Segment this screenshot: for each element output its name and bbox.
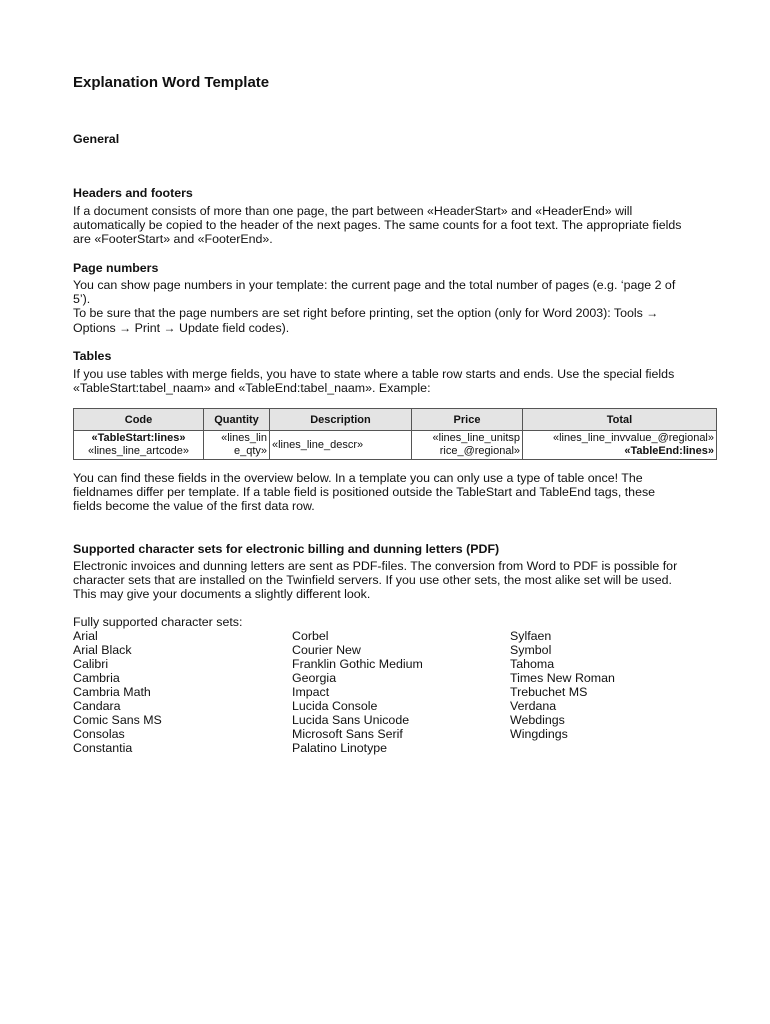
column-header-price: Price (412, 409, 523, 431)
cell-quantity (204, 431, 270, 460)
charset-column-3 (510, 629, 615, 741)
paragraph-line: character sets that are installed on the Twinfield servers. If you use other sets, the most alike set will be used. (73, 573, 672, 588)
list-item: Times New Roman (510, 671, 615, 685)
arrow-right-icon: → (646, 306, 659, 321)
document-title: Explanation Word Template (73, 74, 270, 91)
paragraph-line: You can show page numbers in your template: the current page and the total number of pages (e.g. ‘page 2 of (73, 278, 676, 292)
cell-line: e_qty» (233, 445, 267, 457)
column-header-total: Total (523, 409, 717, 431)
paragraph-line: fieldnames differ per template. If a table field is positioned outside the TableStart and TableEnd tags, these (73, 485, 656, 500)
tables-after-paragraph (73, 471, 713, 514)
list-item: Verdana (510, 699, 557, 713)
cell-line: «lines_line_invvalue_@regional» (553, 432, 714, 444)
list-item: Corbel (292, 629, 329, 643)
paragraph-line (73, 321, 713, 335)
table-header-row (74, 409, 717, 431)
paragraph-text: Print (134, 320, 161, 335)
list-item: Webdings (510, 713, 565, 727)
page-numbers-paragraph (73, 278, 713, 335)
paragraph-line: automatically be copied to the header of the next pages. The same counts for a foot text. The appropriate fields (73, 218, 682, 233)
list-item: Cambria (73, 671, 120, 685)
list-item: Microsoft Sans Serif (292, 727, 403, 741)
headers-footers-heading: Headers and footers (73, 186, 193, 200)
cell-line: «TableEnd:lines» (624, 445, 714, 457)
cell-description: «lines_line_descr» (270, 431, 412, 460)
list-item: Wingdings (510, 727, 568, 741)
paragraph-line: fields become the value of the first data row. (73, 499, 315, 514)
arrow-right-icon: → (119, 320, 132, 335)
cell-price (412, 431, 523, 460)
paragraph-line (73, 306, 713, 320)
list-item: Impact (292, 685, 330, 699)
charsets-list-intro: Fully supported character sets: (73, 615, 243, 629)
list-item: Tahoma (510, 657, 555, 671)
table-row (74, 431, 717, 460)
list-item: Trebuchet MS (510, 685, 588, 699)
paragraph-line: «TableStart:tabel_naam» and «TableEnd:tabel_naam». Example: (73, 381, 431, 396)
column-header-quantity: Quantity (204, 409, 270, 431)
list-item: Symbol (510, 643, 552, 657)
list-item: Cambria Math (73, 685, 151, 699)
list-item: Arial (73, 629, 98, 643)
paragraph-text: Update field codes). (179, 320, 290, 335)
list-item: Palatino Linotype (292, 741, 388, 755)
cell-line: «lines_line_artcode» (88, 445, 189, 457)
paragraph-line: 5’). (73, 292, 91, 307)
paragraph-line: You can find these fields in the overview below. In a template you can only use a type of table once! The (73, 471, 643, 485)
charset-column-2 (292, 629, 423, 755)
list-item: Comic Sans MS (73, 713, 162, 727)
list-item: Lucida Console (292, 699, 378, 713)
cell-code (74, 431, 204, 460)
cell-line: «lines_line_unitsp (432, 432, 520, 444)
list-item: Courier New (292, 643, 361, 657)
cell-total (523, 431, 717, 460)
paragraph-line: If you use tables with merge fields, you have to state where a table row starts and ends. Use the special fields (73, 367, 675, 381)
charsets-heading: Supported character sets for electronic billing and dunning letters (PDF) (73, 542, 500, 556)
tables-heading: Tables (73, 349, 112, 363)
list-item: Georgia (292, 671, 337, 685)
paragraph-line: Electronic invoices and dunning letters are sent as PDF-files. The conversion from Word to PDF is possible for (73, 559, 678, 573)
paragraph-text: To be sure that the page numbers are set right before printing, set the option (only for Word 2003): Tools (73, 306, 643, 321)
list-item: Arial Black (73, 643, 132, 657)
list-item: Lucida Sans Unicode (292, 713, 410, 727)
paragraph-line: If a document consists of more than one page, the part between «HeaderStart» and «HeaderEnd» will (73, 204, 633, 218)
page-numbers-heading: Page numbers (73, 261, 159, 275)
paragraph-text: Options (73, 320, 116, 335)
cell-line: «TableStart:lines» (91, 432, 186, 444)
arrow-right-icon: → (163, 320, 176, 335)
column-header-code: Code (74, 409, 204, 431)
paragraph-line: are «FooterStart» and «FooterEnd». (73, 232, 273, 247)
list-item: Consolas (73, 727, 125, 741)
list-item: Sylfaen (510, 629, 552, 643)
cell-line: «lines_lin (221, 432, 267, 444)
list-item: Calibri (73, 657, 109, 671)
list-item: Candara (73, 699, 121, 713)
example-table (73, 408, 717, 460)
headers-footers-paragraph (73, 204, 713, 247)
charset-column-1 (73, 629, 162, 755)
paragraph-line: This may give your documents a slightly different look. (73, 587, 371, 602)
tables-paragraph (73, 367, 713, 395)
column-header-description: Description (270, 409, 412, 431)
general-heading: General (73, 132, 120, 146)
list-item: Franklin Gothic Medium (292, 657, 423, 671)
list-item: Constantia (73, 741, 133, 755)
cell-line: rice_@regional» (439, 445, 520, 457)
charsets-paragraph (73, 559, 713, 602)
